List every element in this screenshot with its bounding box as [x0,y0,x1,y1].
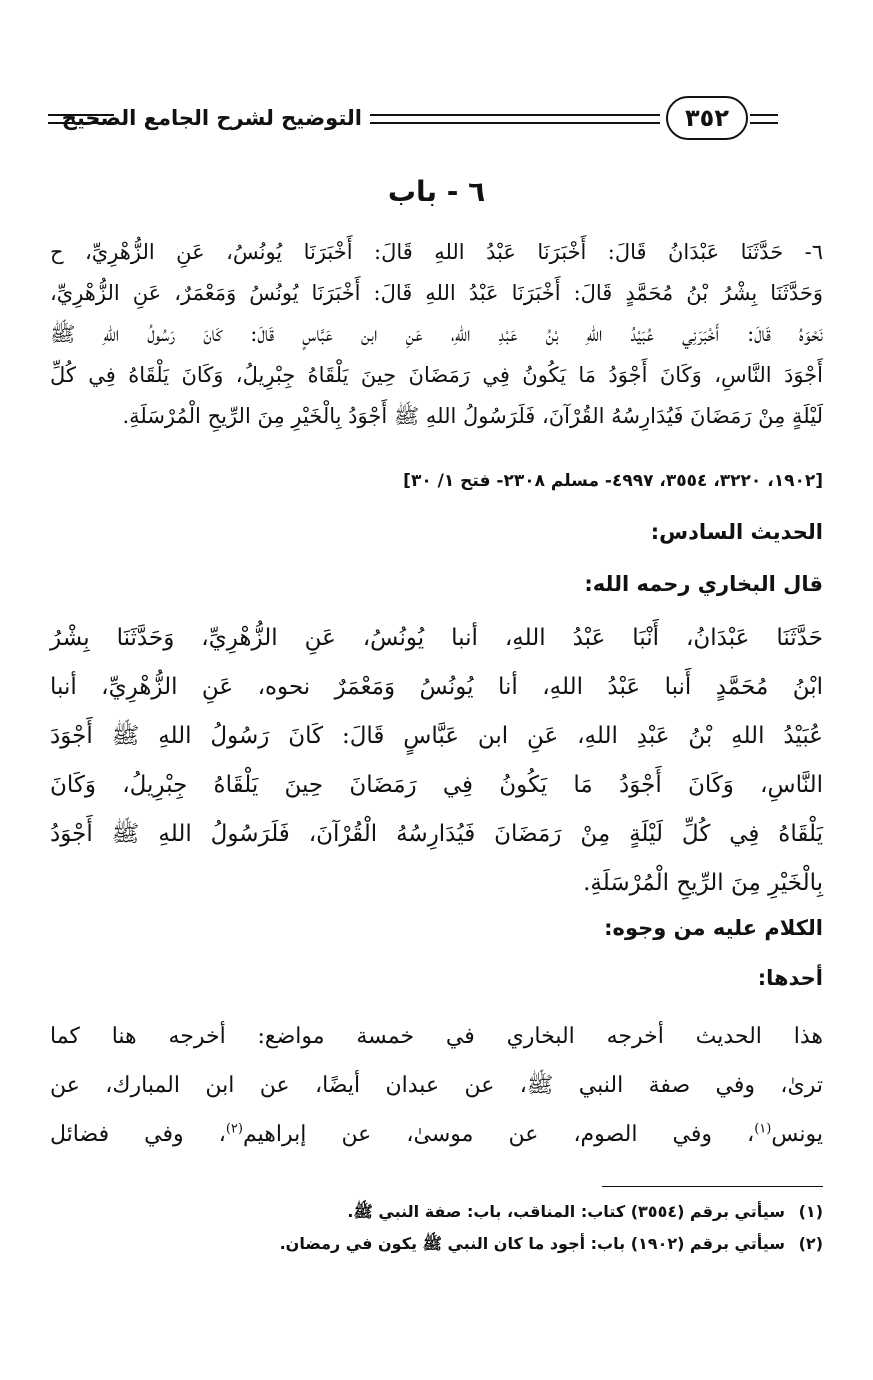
hadith-line: أَجْوَدَ النَّاسِ، وَكَانَ أَجْوَدُ مَا يَكُونُ فِي رَمَضَانَ حِينَ يَلْقَاهُ جِبْرِيلُ، وَكَانَ يَلْقَاهُ فِي كُلِّ [50,363,823,387]
attribution-heading: قال البخاري رحمه الله: [584,572,823,596]
paragraph-text: ، وفي الصوم، عن موسىٰ، عن إبراهيم [242,1122,755,1147]
hadith-line: نَحْوَهُ قَالَ: أَخْبَرَنِي عُبَيْدُ اللهِ بْنُ عَبْدِ اللهِ، عَنِ ابن عَبَّاسٍ قَالَ: كَانَ رَسُولُ اللهِ ﷺ [50,322,823,346]
section-heading: الحديث السادس: [650,520,823,544]
footnote-number: (١) [798,1202,823,1221]
commentary-line: ابْنُ مُحَمَّدٍ أَنبا عَبْدُ اللهِ، أنا يُونُسُ وَمَعْمَرٌ نحوه، عَنِ الزُّهْرِيِّ، أنبا [50,674,823,700]
footnotes [50,1196,823,1260]
first-aspect-heading: أحدها: [757,966,823,990]
header-rule-middle [370,114,660,124]
paragraph-line [50,1110,823,1159]
commentary-line: عُبَيْدُ اللهِ بْنُ عَبْدِ اللهِ، عَنِ ابن عَبَّاسٍ قَالَ: كَانَ رَسُولُ اللهِ ﷺ أَجْوَدَ [50,723,823,749]
footnote-item [50,1196,823,1228]
hadith-line: ٦- حَدَّثَنَا عَبْدَانُ قَالَ: أَخْبَرَنَا عَبْدُ اللهِ قَالَ: أَخْبَرَنَا يُونُسُ، عَنِ الزُّهْرِيِّ، ح [50,240,823,264]
footnote-separator [602,1186,823,1187]
book-title: التوضيح لشرح الجامع الصحيح [61,106,362,130]
footnote-item [50,1228,823,1260]
running-header [48,96,778,146]
paragraph-line: ترىٰ، وفي صفة النبي ﷺ، عن عبدان أيضًا، عن ابن المبارك، عن [50,1073,823,1098]
header-rule-left [48,114,114,124]
commentary-text [50,614,823,908]
hadith-line: لَيْلَةٍ مِنْ رَمَضَانَ فَيُدَارِسُهُ القُرْآنَ، فَلَرَسُولُ اللهِ ﷺ أَجْوَدُ بِالْخَيْرِ مِنَ الرِّيحِ الْمُرْسَلَةِ. [122,404,823,428]
hadith-text [50,232,823,437]
footnote-text: سيأتي برقم (١٩٠٢) باب: أجود ما كان النبي ﷺ يكون في رمضان. [279,1234,785,1253]
paragraph-line: هذا الحديث أخرجه البخاري في خمسة مواضع: أخرجه هنا كما [50,1024,823,1049]
footnote-reference[interactable]: (١) [754,1121,772,1137]
paragraph-text: ، وفي فضائل [50,1122,226,1147]
footnote-text: سيأتي برقم (٣٥٥٤) كتاب: المناقب، باب: صفة النبي ﷺ. [347,1202,785,1221]
discussion-heading: الكلام عليه من وجوه: [604,916,823,940]
chapter-title: ٦ - باب [387,175,486,208]
page-number-badge: ٣٥٢ [666,96,748,140]
header-rule-right [750,114,778,124]
paragraph-text: يونس [771,1122,824,1147]
hadith-line: وَحَدَّثَنَا بِشْرُ بْنُ مُحَمَّدٍ قَالَ: أَخْبَرَنَا عَبْدُ اللهِ قَالَ: أَخْبَرَنَا يُونُسُ وَمَعْمَرٌ، عَنِ الزُّهْرِيِّ، [50,281,823,305]
commentary-line: بِالْخَيْرِ مِنَ الرِّيحِ الْمُرْسَلَةِ. [583,870,823,896]
commentary-line: حَدَّثَنَا عَبْدَانُ، أَنْبَا عَبْدُ اللهِ، أنبا يُونُسُ، عَنِ الزُّهْرِيِّ، وَحَدَّثَنَا بِشْرُ [50,625,823,651]
footnote-reference[interactable]: (٢) [225,1121,243,1137]
commentary-line: النَّاسِ، وَكَانَ أَجْوَدُ مَا يَكُونُ فِي رَمَضَانَ حِينَ يَلْقَاهُ جِبْرِيلُ، وَكَانَ [50,772,823,798]
discussion-paragraph [50,1012,823,1159]
footnote-number: (٢) [798,1234,823,1253]
commentary-line: يَلْقَاهُ فِي كُلِّ لَيْلَةٍ مِنْ رَمَضَانَ فَيُدَارِسُهُ الْقُرْآنَ، فَلَرَسُولُ اللهِ ﷺ أَجْوَدُ [50,821,823,847]
cross-references: [١٩٠٢، ٣٢٢٠، ٣٥٥٤، ٤٩٩٧- مسلم ٢٣٠٨- فتح ١/ ٣٠] [403,471,823,491]
